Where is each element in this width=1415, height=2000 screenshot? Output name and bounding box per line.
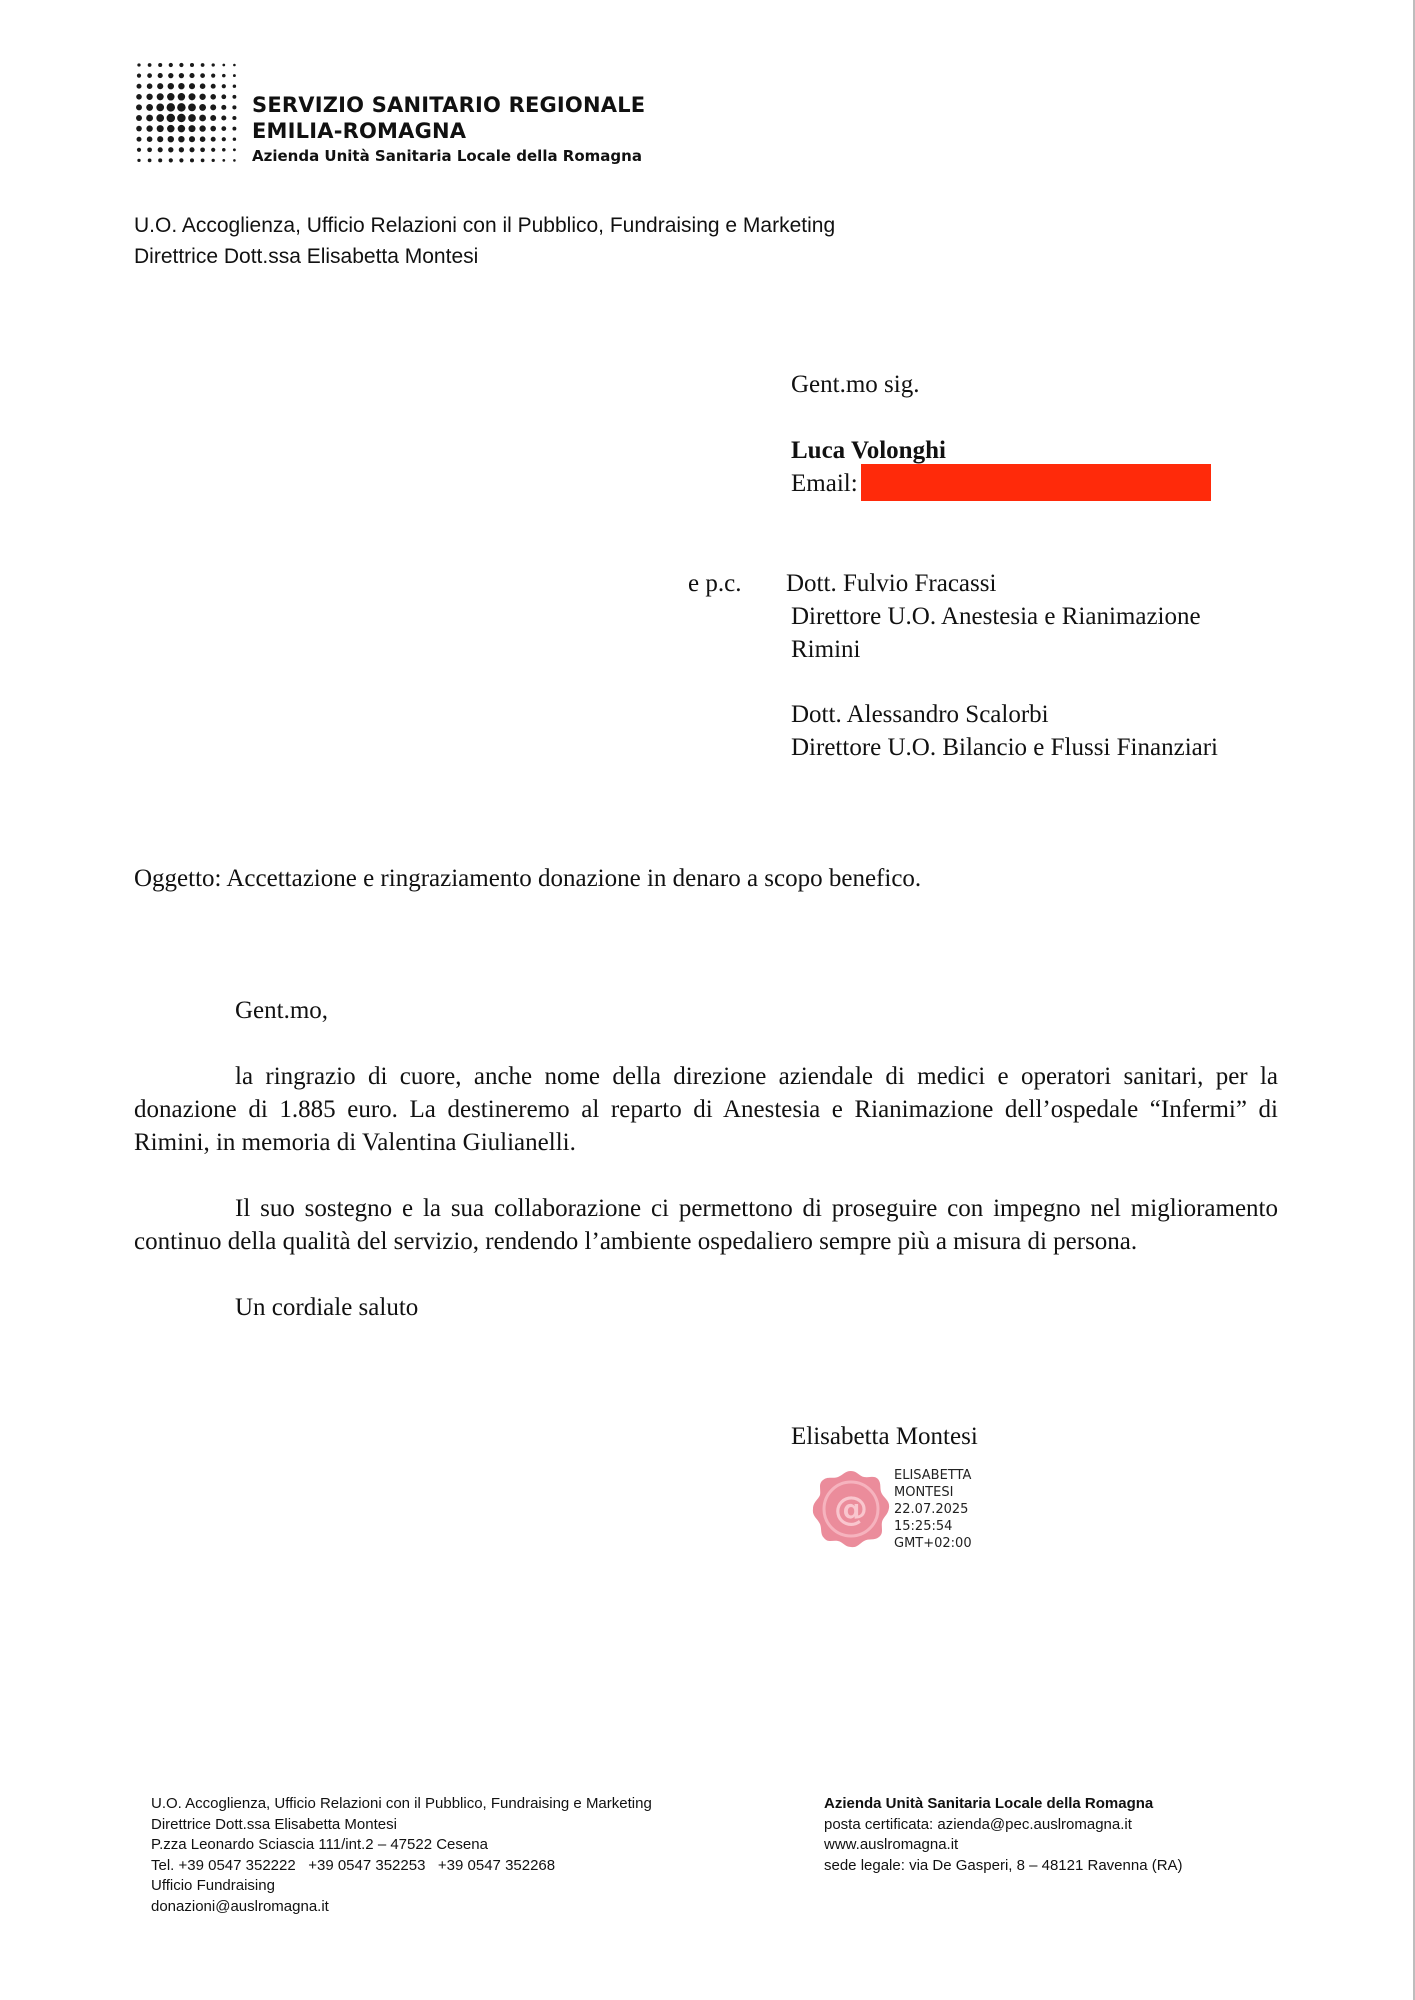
footer-left xyxy=(151,1794,652,1917)
email-redaction xyxy=(861,464,1211,501)
body-closing: Un cordiale saluto xyxy=(235,1294,419,1321)
body-greeting: Gent.mo, xyxy=(235,997,329,1024)
footer-email-link[interactable]: donazioni@auslromagna.it xyxy=(151,1897,329,1915)
recipient-email-row xyxy=(791,467,1211,504)
organization-logo xyxy=(134,60,646,172)
seal-text xyxy=(894,1467,972,1552)
footer-website-link[interactable]: www.auslromagna.it xyxy=(824,1836,959,1853)
letter-header xyxy=(134,210,835,272)
dot-grid-logo-icon xyxy=(134,60,242,168)
cc-entry-1 xyxy=(786,567,1201,666)
footer-line: P.zza Leonardo Sciascia 111/int.2 – 47522 Cesena xyxy=(151,1836,488,1853)
footer-line: Ufficio Fundraising xyxy=(151,1877,275,1894)
seal-line: GMT+02:00 xyxy=(894,1536,972,1551)
footer-pec-link[interactable]: posta certificata: azienda@pec.auslromagna.it xyxy=(824,1815,1132,1833)
logo-text xyxy=(252,92,645,168)
body-paragraph-2: Il suo sostegno e la sua collaborazione ci permettono di proseguire con impegno nel miglioramento continuo della qualità del servizio, rendendo l’ambiente ospedaliero sempre più a misura di persona. xyxy=(134,1195,1278,1255)
signer-name: Elisabetta Montesi xyxy=(791,1423,978,1450)
seal-line: MONTESI xyxy=(894,1485,954,1500)
seal-line: ELISABETTA xyxy=(894,1468,972,1483)
seal-line: 15:25:54 xyxy=(894,1519,953,1534)
footer-right xyxy=(824,1794,1183,1876)
header-director: Direttrice Dott.ssa Elisabetta Montesi xyxy=(134,245,479,268)
digital-signature-seal-icon xyxy=(810,1468,892,1550)
cc-entry-role: Direttore U.O. Bilancio e Flussi Finanziari xyxy=(791,734,1219,761)
cc-label: e p.c. xyxy=(688,570,742,597)
cc-entry-place: Rimini xyxy=(791,636,861,663)
logo-line-1: SERVIZIO SANITARIO REGIONALE xyxy=(252,93,646,117)
letter-subject: Oggetto: Accettazione e ringraziamento donazione in denaro a scopo benefico. xyxy=(134,865,922,892)
recipient-salutation: Gent.mo sig. xyxy=(791,371,920,398)
cc-entry-2 xyxy=(791,698,1218,764)
cc-entry-name: Dott. Fulvio Fracassi xyxy=(786,570,997,597)
cc-entry-name: Dott. Alessandro Scalorbi xyxy=(791,701,1049,728)
logo-line-2: EMILIA-ROMAGNA xyxy=(252,119,467,143)
footer-line: sede legale: via De Gasperi, 8 – 48121 Ravenna (RA) xyxy=(824,1856,1183,1874)
footer-org-name: Azienda Unità Sanitaria Locale della Romagna xyxy=(824,1795,1154,1812)
footer-line: U.O. Accoglienza, Ufficio Relazioni con il Pubblico, Fundraising e Marketing xyxy=(151,1795,652,1812)
logo-line-3: Azienda Unità Sanitaria Locale della Romagna xyxy=(252,147,642,165)
footer-line: Tel. +39 0547 352222 +39 0547 352253 +39 0547 352268 xyxy=(151,1856,556,1874)
body-paragraph-1: la ringrazio di cuore, anche nome della direzione aziendale di medici e operatori sanitari, per la donazione di 1.885 euro. La destineremo al reparto di Anestesia e Rianimazione dell’ospedale “Infermi” di Rimini, in memoria di Valentina Giulianelli. xyxy=(134,1063,1278,1156)
seal-line: 22.07.2025 xyxy=(894,1502,969,1517)
recipient-name: Luca Volonghi xyxy=(791,437,946,464)
footer-line: Direttrice Dott.ssa Elisabetta Montesi xyxy=(151,1815,397,1833)
letter-body xyxy=(134,994,1278,1357)
header-unit: U.O. Accoglienza, Ufficio Relazioni con il Pubblico, Fundraising e Marketing xyxy=(134,214,836,237)
recipient-block xyxy=(791,368,1211,504)
svg-text:@: @ xyxy=(834,1489,868,1529)
email-label: Email: xyxy=(791,470,858,498)
cc-entry-role: Direttore U.O. Anestesia e Rianimazione xyxy=(791,603,1201,630)
